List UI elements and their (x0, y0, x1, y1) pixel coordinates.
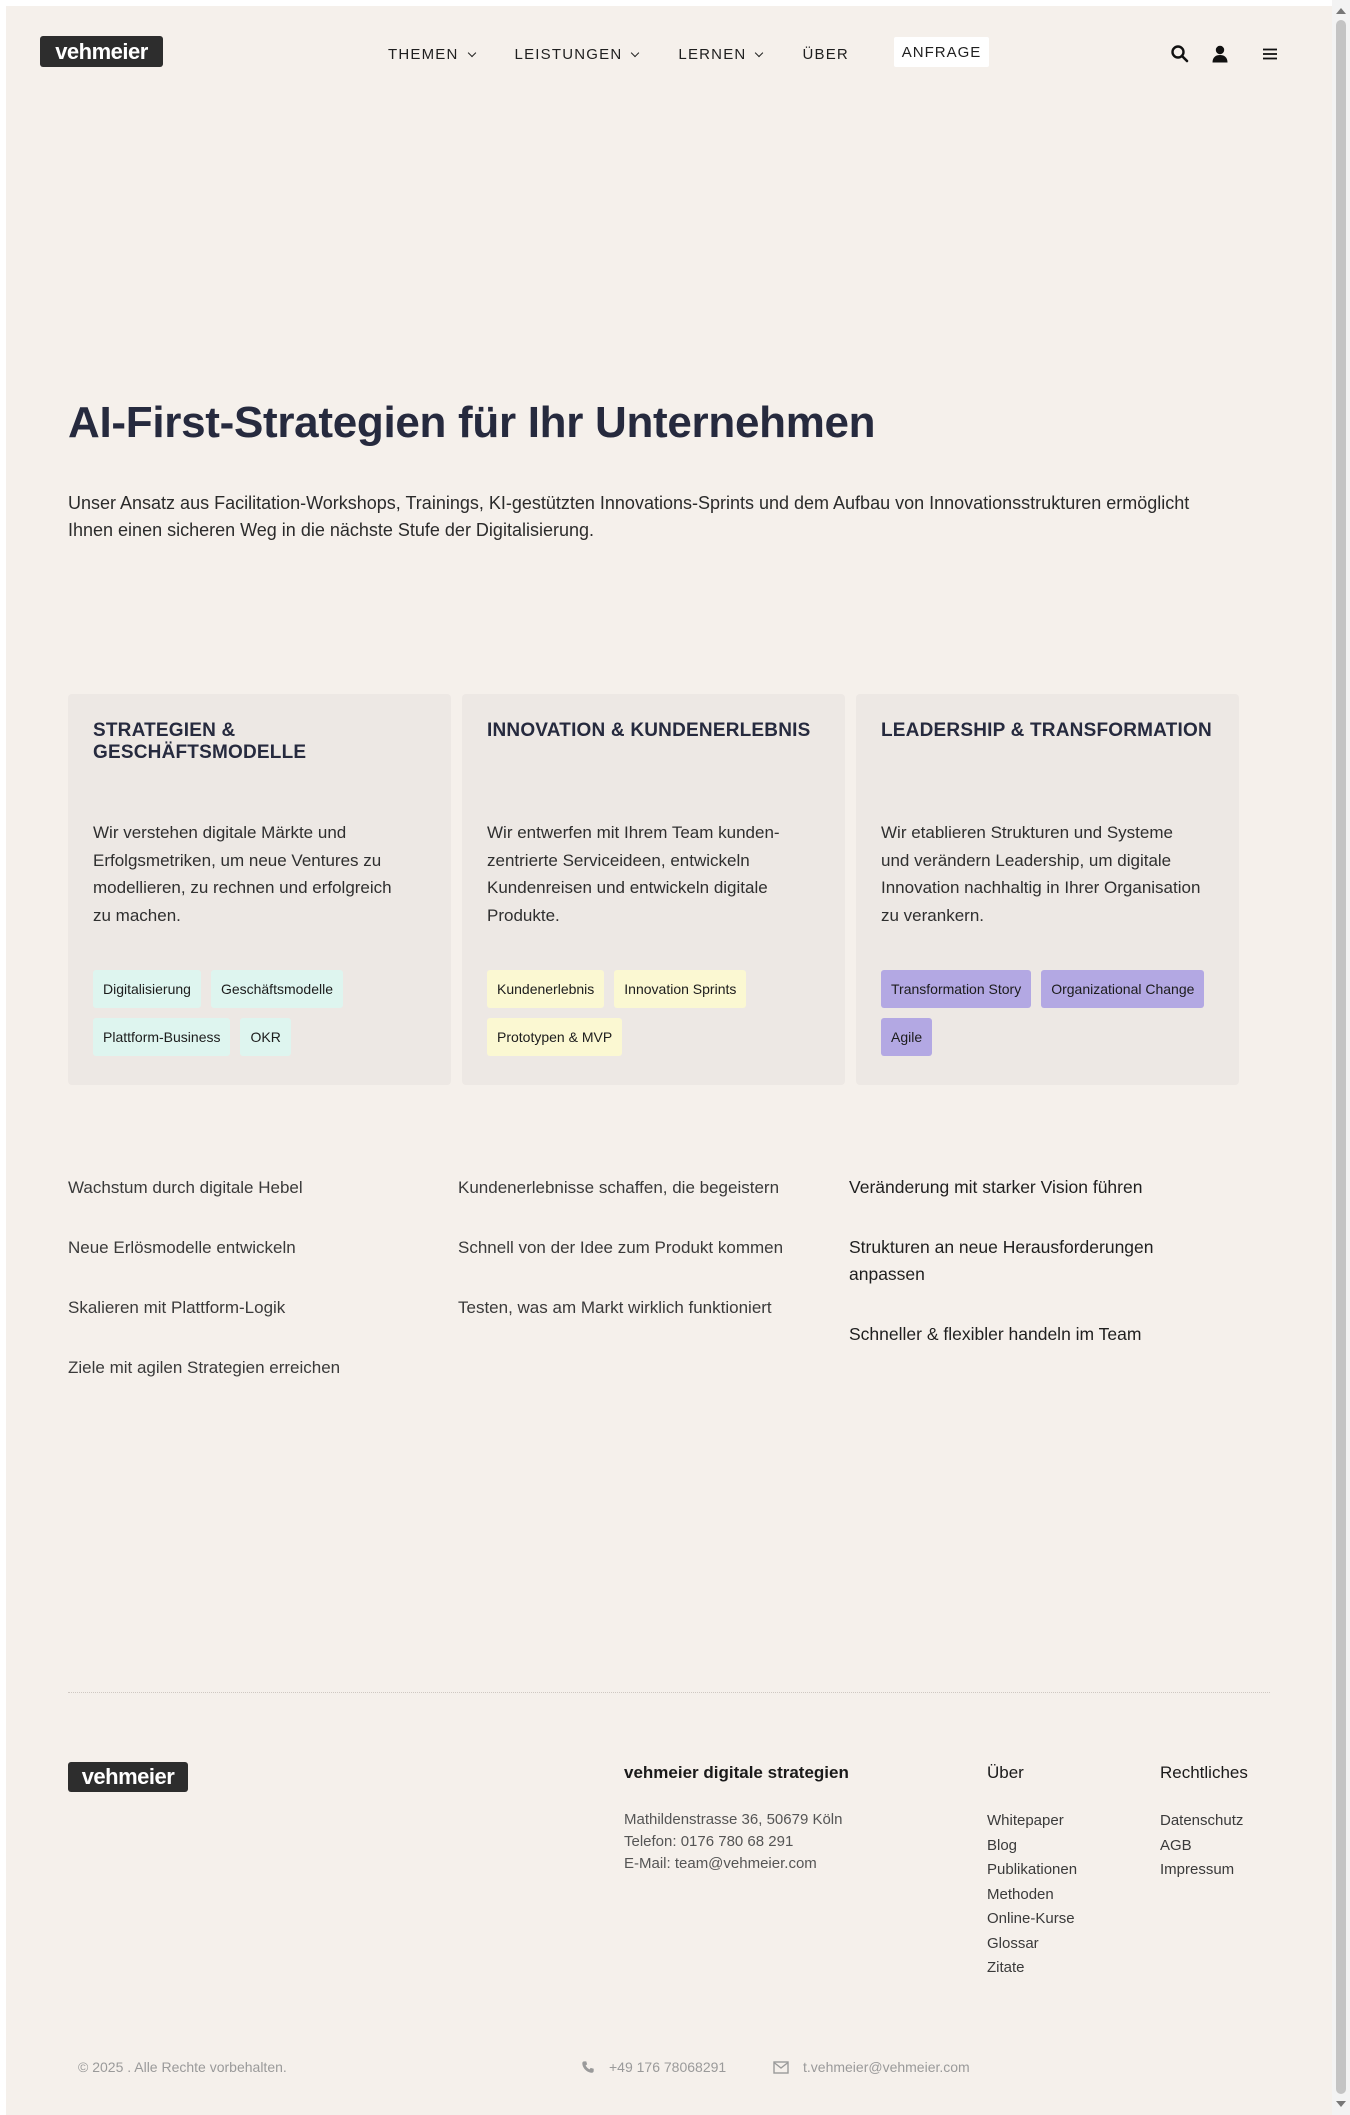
tag[interactable]: Organizational Change (1041, 970, 1204, 1008)
scrollbar-thumb[interactable] (1336, 20, 1346, 2094)
tag-list (487, 970, 825, 1056)
footer-link[interactable]: Methoden (987, 1885, 1054, 1903)
scrollbar[interactable] (1332, 0, 1350, 2115)
footer-link[interactable]: Datenschutz (1160, 1812, 1244, 1829)
list-item: Kundenerlebnisse schaffen, die begeistern (458, 1178, 780, 1197)
anfrage-button[interactable]: ANFRAGE (894, 37, 989, 67)
envelope-icon (773, 2061, 789, 2074)
service-card-leadership (856, 694, 1239, 1085)
footer-link[interactable]: Zitate (987, 1959, 1025, 1976)
service-card-innovation (462, 694, 845, 1085)
tag[interactable]: OKR (240, 1018, 290, 1056)
chevron-down-icon (755, 48, 763, 56)
footer-heading-ueber: Über (987, 1763, 1024, 1782)
copyright-text: © 2025 . Alle Rechte vorbehalten. (78, 2059, 287, 2075)
card-description: Wir etablieren Strukturen und Systeme und verändern Leadership, um digitale Innovation nachhaltig in Ihrer Organisation zu verankern. (881, 823, 1201, 925)
footer-company-name: vehmeier digitale strategien (624, 1763, 849, 1782)
card-description: Wir entwerfen mit Ihrem Team kunden-zentrierte Serviceideen, entwickeln Kundenreisen und entwickeln digitale Produkte. (487, 823, 780, 925)
tag[interactable]: Agile (881, 1018, 932, 1056)
chevron-down-icon (631, 48, 639, 56)
benefit-list-innovation (458, 1174, 828, 1354)
logo[interactable]: vehmeier (40, 36, 163, 67)
card-title: STRATEGIEN & GESCHÄFTSMODELLE (93, 720, 307, 763)
chevron-down-icon (467, 48, 475, 56)
scroll-up-icon[interactable] (1336, 8, 1346, 14)
page (6, 6, 1332, 2115)
user-icon[interactable] (1210, 44, 1230, 64)
footer-link[interactable]: Whitepaper (987, 1812, 1064, 1829)
nav-label: LERNEN (678, 46, 747, 63)
tag-list (93, 970, 431, 1056)
nav-label: ÜBER (802, 46, 849, 63)
copyright (78, 2059, 287, 2075)
footer-phone[interactable]: Telefon: 0176 780 68 291 (624, 1833, 794, 1850)
bottom-email[interactable] (773, 2059, 970, 2075)
bottom-phone[interactable] (581, 2059, 726, 2075)
footer-links-ueber (987, 1809, 1077, 1981)
list-item: Strukturen an neue Herausforderungen anpassen (849, 1237, 1154, 1284)
list-item: Schnell von der Idee zum Produkt kommen (458, 1238, 784, 1257)
list-item: Ziele mit agilen Strategien erreichen (68, 1358, 341, 1377)
card-title: INNOVATION & KUNDENERLEBNIS (487, 720, 811, 741)
list-item: Veränderung mit starker Vision führen (849, 1177, 1143, 1197)
footer-divider (68, 1692, 1270, 1693)
card-description: Wir verstehen digitale Märkte und Erfolgsmetriken, um neue Ventures zu modellieren, zu rechnen und erfolgreich zu machen. (93, 823, 392, 925)
search-icon[interactable] (1170, 44, 1190, 64)
nav-label: THEMEN (388, 46, 459, 63)
footer-link[interactable]: Publikationen (987, 1861, 1078, 1878)
footer-heading-rechtliches: Rechtliches (1160, 1763, 1248, 1782)
nav-lernen[interactable] (678, 46, 762, 63)
benefit-list-strategien (68, 1174, 428, 1414)
benefit-list-leadership (849, 1174, 1189, 1381)
tag[interactable]: Prototypen & MVP (487, 1018, 622, 1056)
tag[interactable]: Digitalisierung (93, 970, 201, 1008)
main-nav (388, 46, 849, 63)
bottom-phone-text: +49 176 78068291 (609, 2059, 727, 2075)
footer-address: Mathildenstrasse 36, 50679 Köln (624, 1811, 843, 1828)
nav-ueber[interactable] (802, 46, 848, 63)
menu-icon[interactable] (1260, 44, 1280, 64)
footer-email[interactable]: E-Mail: team@vehmeier.com (624, 1855, 817, 1872)
nav-themen[interactable] (388, 46, 475, 63)
tag[interactable]: Geschäftsmodelle (211, 970, 343, 1008)
tag[interactable]: Plattform-Business (93, 1018, 230, 1056)
footer-contact (624, 1809, 842, 1875)
list-item: Testen, was am Markt wirklich funktioniert (458, 1298, 772, 1317)
list-item: Neue Erlösmodelle entwickeln (68, 1238, 296, 1257)
footer-link[interactable]: Glossar (987, 1934, 1039, 1952)
phone-icon (581, 2060, 595, 2074)
tag[interactable]: Transformation Story (881, 970, 1031, 1008)
nav-leistungen[interactable] (515, 46, 639, 63)
footer-logo[interactable]: vehmeier (68, 1762, 188, 1792)
tag-list (881, 970, 1219, 1056)
hero-description: Unser Ansatz aus Facilitation-Workshops, Trainings, KI-gestützten Innovations-Sprints und dem Aufbau von Innovationsstrukturen ermöglicht Ihnen einen sicheren Weg in die nächste Stufe der Digitalisierung. (68, 493, 1190, 540)
scroll-down-icon[interactable] (1336, 2101, 1346, 2107)
service-card-strategien (68, 694, 451, 1085)
page-title: AI-First-Strategien für Ihr Unternehmen (68, 398, 876, 447)
list-item: Skalieren mit Plattform-Logik (68, 1298, 286, 1317)
footer-link[interactable]: Online-Kurse (987, 1910, 1075, 1927)
card-title: LEADERSHIP & TRANSFORMATION (881, 720, 1212, 741)
footer-link[interactable]: Impressum (1160, 1861, 1235, 1878)
footer-link[interactable]: Blog (987, 1836, 1018, 1854)
bottom-email-text: t.vehmeier@vehmeier.com (803, 2059, 970, 2075)
footer-links-rechtliches (1160, 1809, 1243, 1883)
list-item: Wachstum durch digitale Hebel (68, 1178, 303, 1197)
list-item: Schneller & flexibler handeln im Team (849, 1324, 1142, 1344)
tag[interactable]: Innovation Sprints (614, 970, 746, 1008)
nav-label: LEISTUNGEN (514, 46, 623, 63)
footer-link[interactable]: AGB (1160, 1836, 1192, 1854)
tag[interactable]: Kundenerlebnis (487, 970, 604, 1008)
